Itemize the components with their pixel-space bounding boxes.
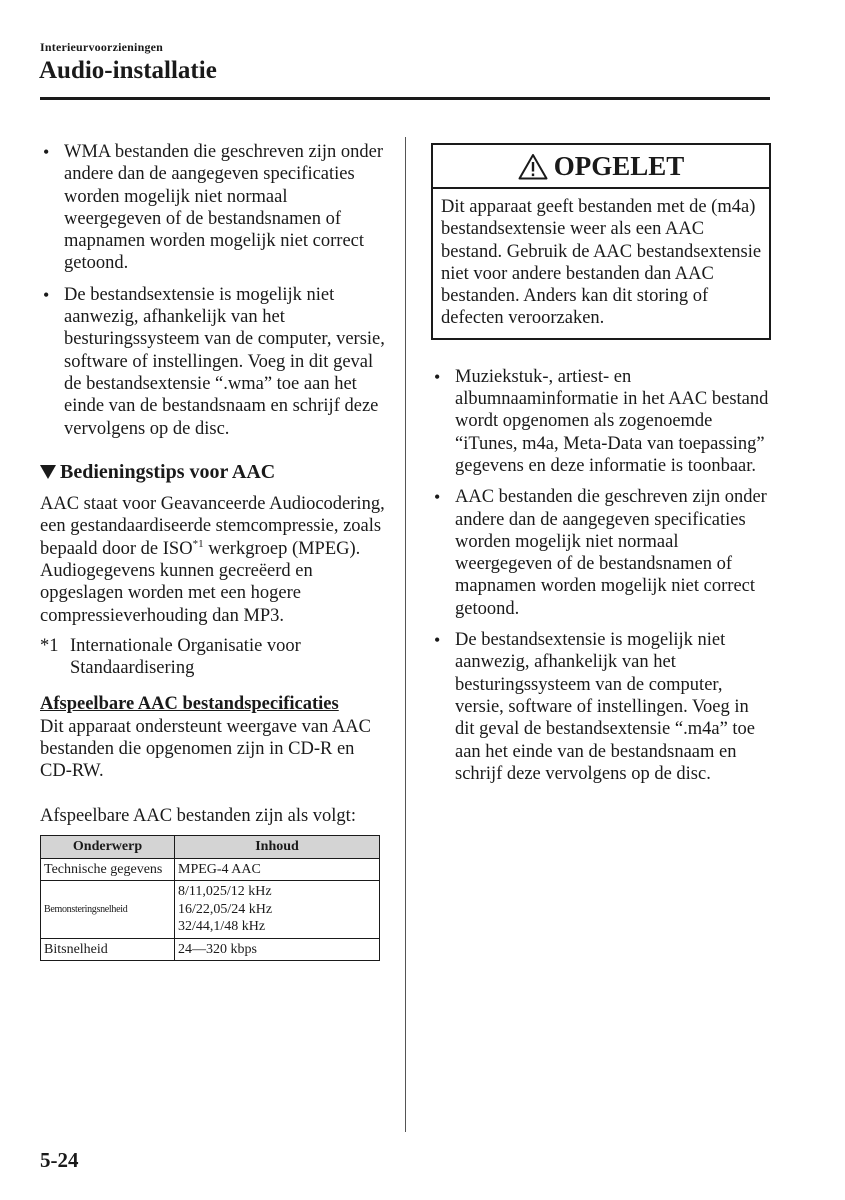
table-cell-value: MPEG-4 AAC	[175, 858, 380, 881]
right-bullet-list	[431, 366, 771, 785]
table-row	[41, 858, 380, 881]
column-divider	[405, 137, 406, 1132]
footnote-reference: *1	[192, 537, 204, 550]
list-item: • WMA bestanden die geschreven zijn onder andere dan de aangegeven specificaties worden mogelijk niet normaal weergegeven of de bestandsnamen of mapnamen worden mogelijk niet correct getoond.	[40, 141, 385, 275]
caution-box	[431, 143, 771, 340]
footnote-mark: *1	[40, 635, 59, 656]
table-cell-key: Technische gegevens	[41, 858, 175, 881]
table-cell-key: Bitsnelheid	[41, 938, 175, 961]
triangle-down-icon	[40, 465, 56, 479]
warning-triangle-icon	[518, 153, 548, 180]
table-row	[41, 881, 380, 939]
left-column	[40, 141, 385, 961]
value-line: 32/44,1/48 kHz	[178, 919, 266, 935]
section-heading-text: Bedieningstips voor AAC	[60, 460, 276, 483]
page-title: Audio-installatie	[39, 57, 217, 84]
caution-header	[433, 145, 769, 189]
list-item: • Muziekstuk-, artiest- en albumnaaminformatie in het AAC bestand wordt opgenomen als zogenoemde “iTunes, m4a, Meta-Data van toepassing” gegevens en deze informatie is toonbaar.	[431, 366, 771, 477]
list-item: • De bestandsextensie is mogelijk niet aanwezig, afhankelijk van het besturingssysteem van de computer, versie, software of instellingen. Voeg in dit geval de bestandsextensie “.wma” toe aan het einde van de bestandsnaam en schrijf deze vervolgens op de disc.	[40, 284, 385, 440]
value-line: 16/22,05/24 kHz	[178, 901, 273, 917]
left-bullet-list	[40, 141, 385, 440]
list-item: • De bestandsextensie is mogelijk niet aanwezig, afhankelijk van het besturingssysteem van de computer, versie, software of instellingen. Voeg in dit geval de bestandsextensie “.m4a” toe aan het einde van de bestandsnaam en schrijf deze vervolgens op de disc.	[431, 629, 771, 785]
column-header: Onderwerp	[41, 836, 175, 859]
aac-intro-paragraph	[40, 493, 385, 627]
list-item: • AAC bestanden die geschreven zijn onder andere dan de aangegeven specificaties worden mogelijk niet normaal weergegeven of de bestandsnamen of mapnamen worden mogelijk niet correct getoond.	[431, 486, 771, 620]
value-line: 8/11,025/12 kHz	[178, 884, 272, 900]
paragraph: Afspeelbare AAC bestanden zijn als volgt:	[40, 805, 356, 826]
section-heading	[40, 461, 385, 483]
subsection-heading: Afspeelbare AAC bestandspecificaties	[40, 693, 339, 714]
table-cell-key: Bemonsteringsnelheid	[41, 881, 175, 939]
intro-text-b: werkgroep (MPEG). Audiogegevens kunnen gecreëerd en opgeslagen worden met een hogere compressieverhouding dan MP3.	[40, 538, 361, 626]
caution-text: Dit apparaat geeft bestanden met de (m4a) bestandsextensie weer als een AAC bestand. Gebruik de AAC bestandsextensie niet voor andere bestanden dan AAC bestanden. Anders kan dit storing of defecten veroorzaken.	[441, 197, 762, 329]
intro-text-a: AAC staat voor Geavanceerde Audiocodering, een gestandaardiseerde stemcompressie, zoals bepaald door de ISO	[40, 494, 385, 559]
aac-spec-table	[40, 835, 380, 961]
caution-title: OPGELET	[553, 150, 685, 181]
table-header-row	[41, 836, 380, 859]
section-label: Interieurvoorzieningen	[40, 40, 164, 54]
table-cell-value: 24—320 kbps	[175, 938, 380, 961]
table-row	[41, 938, 380, 961]
footnote-text: Internationale Organisatie voor Standaardisering	[70, 635, 301, 679]
header-divider	[40, 97, 770, 100]
column-header: Inhoud	[175, 836, 380, 859]
table-cell-value	[175, 881, 380, 939]
footnote	[40, 635, 385, 680]
page-number: 5-24	[40, 1148, 79, 1172]
paragraph: Dit apparaat ondersteunt weergave van AAC bestanden die opgenomen zijn in CD-R en CD-RW.	[40, 716, 372, 782]
right-column	[431, 141, 771, 794]
